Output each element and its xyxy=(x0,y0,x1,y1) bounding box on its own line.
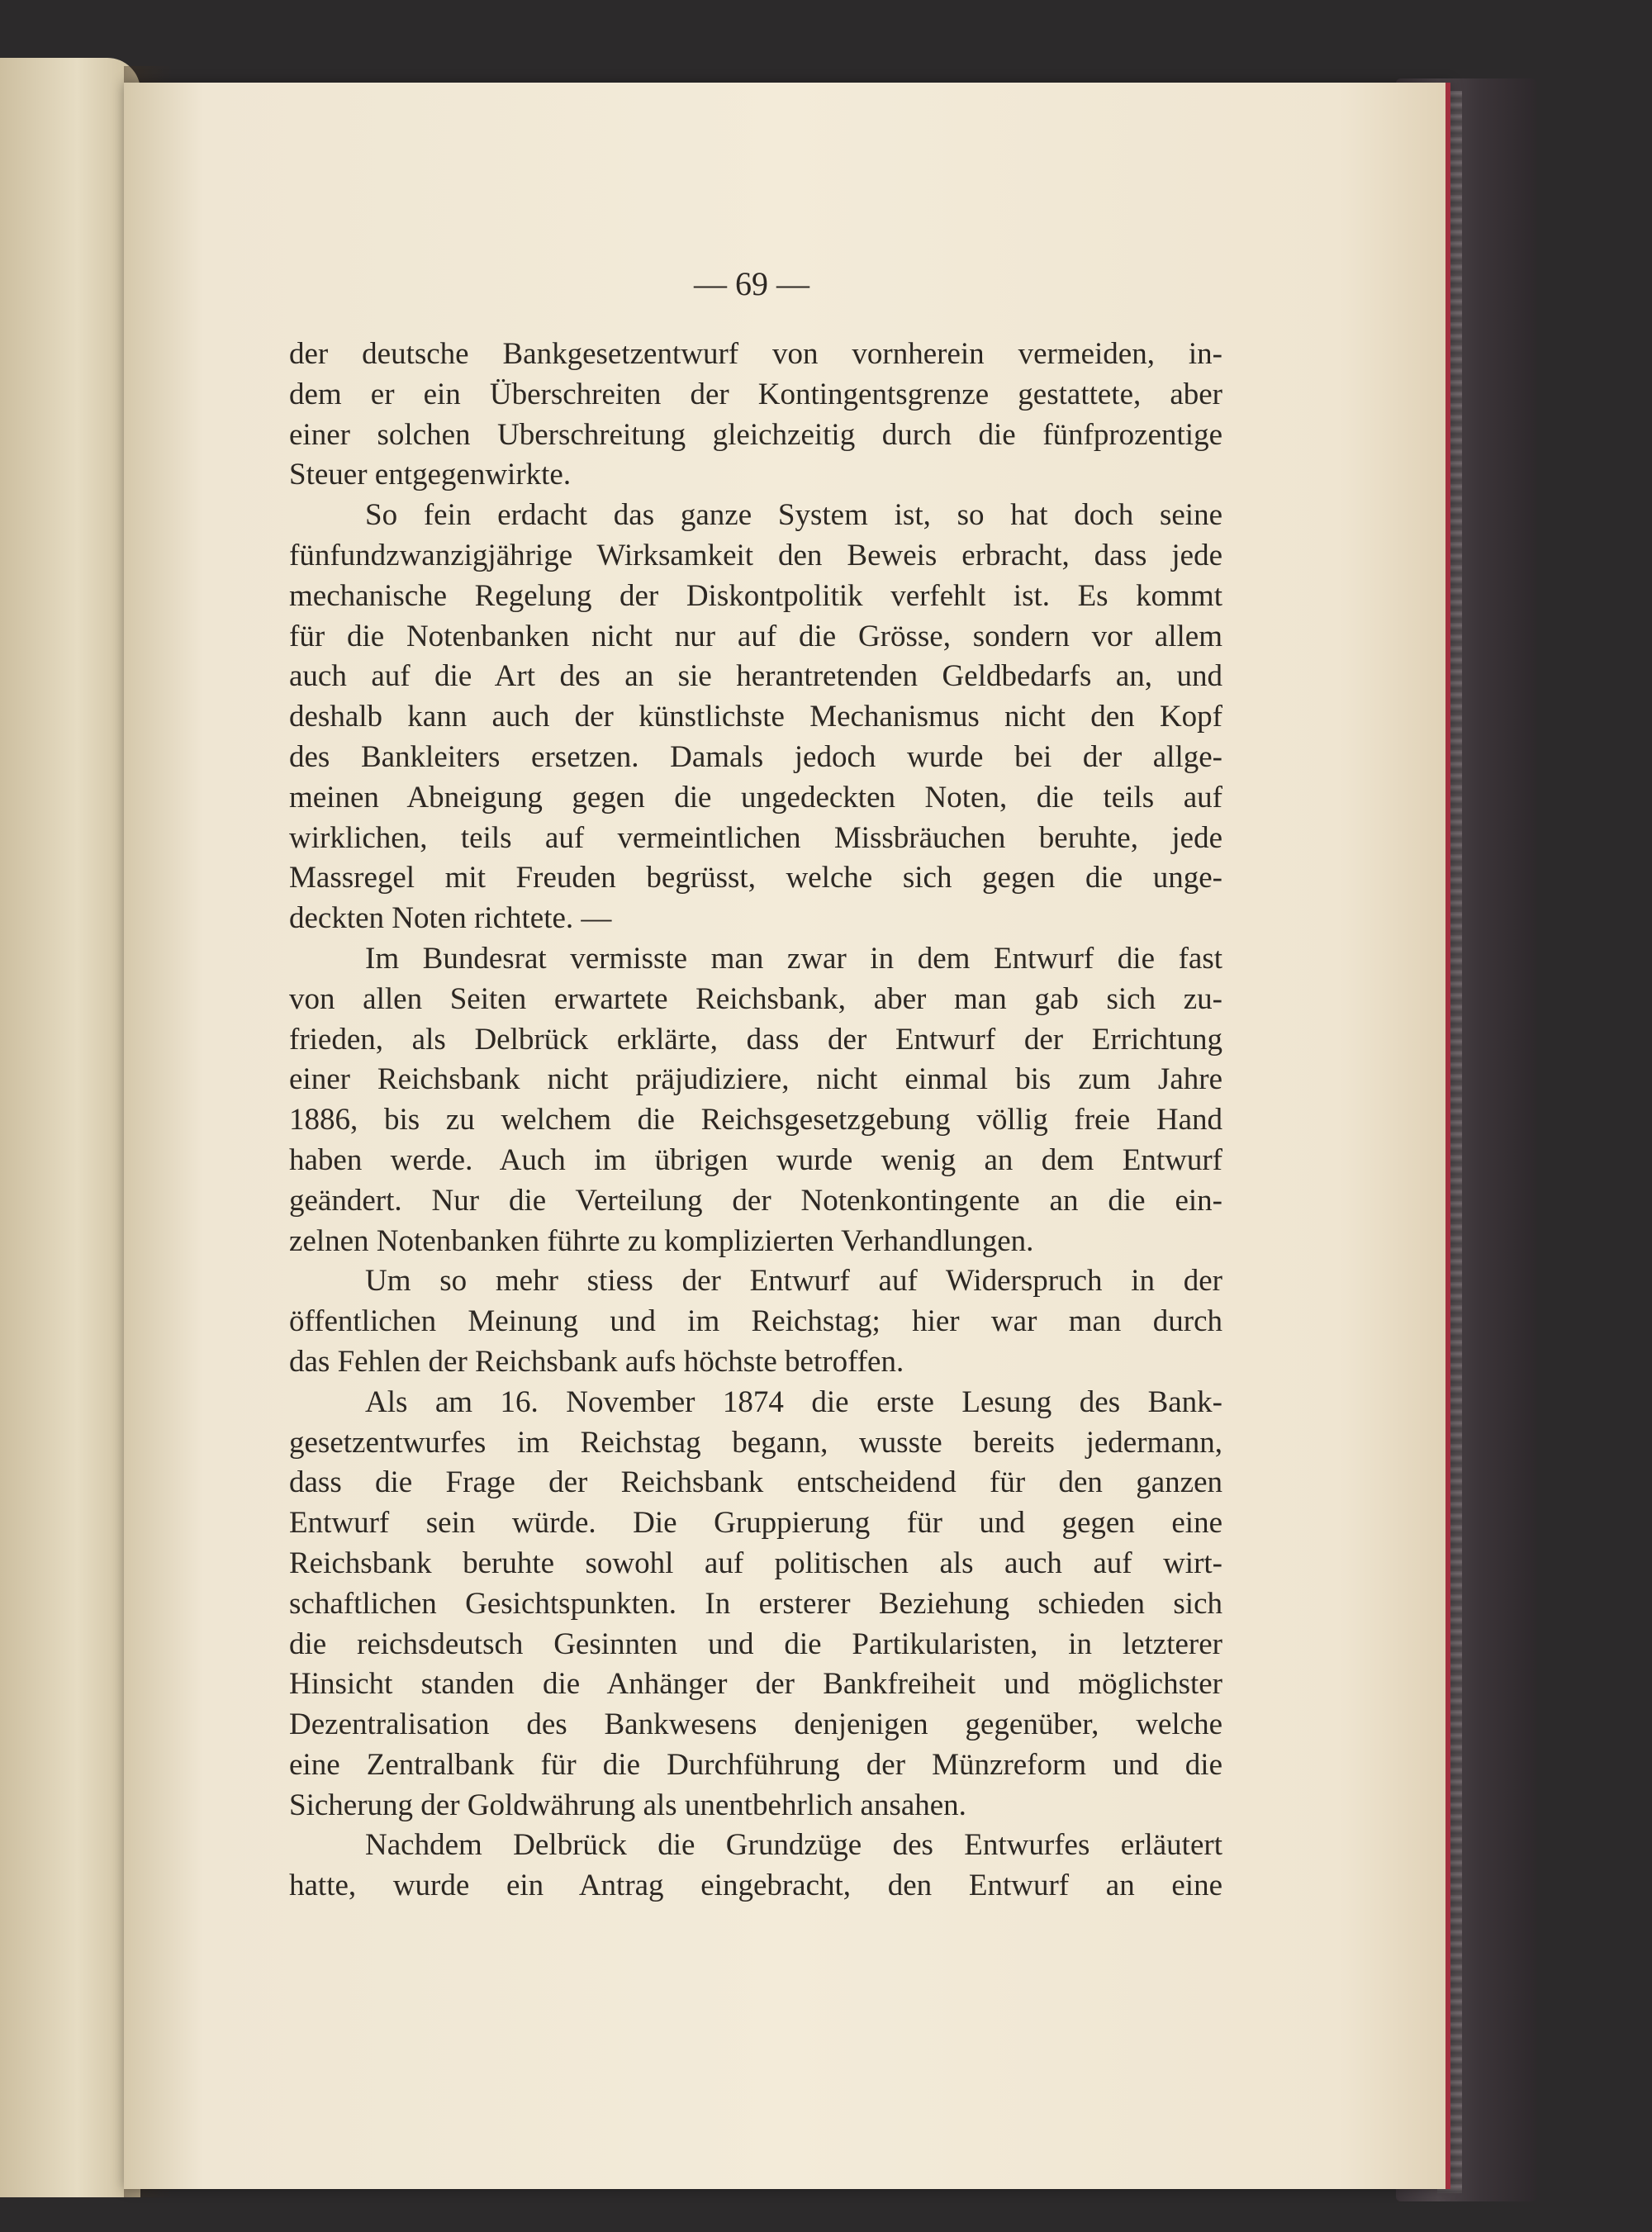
text-line: das Fehlen der Reichsbank aufs höchste betroffen. xyxy=(289,1344,904,1379)
text-line: Massregel mit Freuden begrüsst, welche sich gegen die unge- xyxy=(289,861,1222,895)
text-line: einer solchen Uberschreitung gleichzeitig durch die fünfprozentige xyxy=(289,417,1222,452)
text-line: hatte, wurde ein Antrag eingebracht, den Entwurf an eine xyxy=(289,1869,1222,1903)
paragraph xyxy=(289,335,1222,496)
text-line: haben werde. Auch im übrigen wurde wenig an dem Entwurf xyxy=(289,1142,1222,1177)
paragraph xyxy=(289,1383,1222,1826)
paragraph xyxy=(289,1261,1222,1382)
text-line: Hinsicht standen die Anhänger der Bankfreiheit und möglichster xyxy=(289,1667,1222,1702)
text-line: der deutsche Bankgesetzentwurf von vornherein vermeiden, in- xyxy=(289,337,1222,371)
text-line: auch auf die Art des an sie herantretenden Geldbedarfs an, und xyxy=(289,659,1222,694)
text-line: meinen Abneigung gegen die ungedeckten Noten, die teils auf xyxy=(289,780,1222,814)
text-line: Reichsbank beruhte sowohl auf politischen als auch auf wirt- xyxy=(289,1546,1222,1580)
text-line: frieden, als Delbrück erklärte, dass der Entwurf der Errichtung xyxy=(289,1022,1222,1057)
text-line: einer Reichsbank nicht präjudiziere, nicht einmal bis zum Jahre xyxy=(289,1062,1222,1097)
text-line: Entwurf sein würde. Die Gruppierung für und gegen eine xyxy=(289,1506,1222,1541)
text-line: Dezentralisation des Bankwesens denjenigen gegenüber, welche xyxy=(289,1707,1222,1742)
text-line: wirklichen, teils auf vermeintlichen Missbräuchen beruhte, jede xyxy=(289,820,1222,855)
text-line: geändert. Nur die Verteilung der Notenkontingente an die ein- xyxy=(289,1183,1222,1218)
text-line: So fein erdacht das ganze System ist, so hat doch seine xyxy=(365,498,1222,533)
text-line: die reichsdeutsch Gesinnten und die Partikularisten, in letzterer xyxy=(289,1627,1222,1661)
text-line: mechanische Regelung der Diskontpolitik verfehlt ist. Es kommt xyxy=(289,578,1222,613)
text-line: des Bankleiters ersetzen. Damals jedoch wurde bei der allge- xyxy=(289,739,1222,774)
paragraph xyxy=(289,939,1222,1261)
text-line: fünfundzwanzigjährige Wirksamkeit den Beweis erbracht, dass jede xyxy=(289,538,1222,572)
text-line: Im Bundesrat vermisste man zwar in dem Entwurf die fast xyxy=(365,941,1222,976)
text-line: gesetzentwurfes im Reichstag begann, wusste bereits jedermann, xyxy=(289,1425,1222,1460)
text-line: zelnen Notenbanken führte zu komplizierten Verhandlungen. xyxy=(289,1223,1034,1258)
page-number: — 69 — xyxy=(694,265,809,302)
text-line: Steuer entgegenwirkte. xyxy=(289,458,572,492)
left-page-edge xyxy=(0,58,140,2197)
text-line: deckten Noten richtete. — xyxy=(289,901,612,936)
text-line: deshalb kann auch der künstlichste Mechanismus nicht den Kopf xyxy=(289,700,1222,734)
text-line: Um so mehr stiess der Entwurf auf Widerspruch in der xyxy=(365,1264,1222,1299)
text-line: für die Notenbanken nicht nur auf die Grösse, sondern vor allem xyxy=(289,619,1222,653)
text-line: schaftlichen Gesichtspunkten. In ersterer Beziehung schieden sich xyxy=(289,1586,1222,1621)
text-line: Als am 16. November 1874 die erste Lesung des Bank- xyxy=(365,1384,1222,1419)
text-line: 1886, bis zu welchem die Reichsgesetzgebung völlig freie Hand xyxy=(289,1103,1222,1137)
text-line: öffentlichen Meinung und im Reichstag; hier war man durch xyxy=(289,1304,1222,1339)
text-line: dass die Frage der Reichsbank entscheidend für den ganzen xyxy=(289,1465,1222,1500)
text-line: Sicherung der Goldwährung als unentbehrlich ansahen. xyxy=(289,1788,966,1822)
text-line: eine Zentralbank für die Durchführung der Münzreform und die xyxy=(289,1747,1222,1782)
paragraph xyxy=(289,1826,1222,1907)
text-line: von allen Seiten erwartete Reichsbank, aber man gab sich zu- xyxy=(289,981,1222,1016)
paragraph xyxy=(289,496,1222,939)
text-line: dem er ein Überschreiten der Kontingentsgrenze gestattete, aber xyxy=(289,377,1222,411)
body-text xyxy=(289,335,1222,1907)
text-line: Nachdem Delbrück die Grundzüge des Entwurfes erläutert xyxy=(365,1828,1222,1863)
